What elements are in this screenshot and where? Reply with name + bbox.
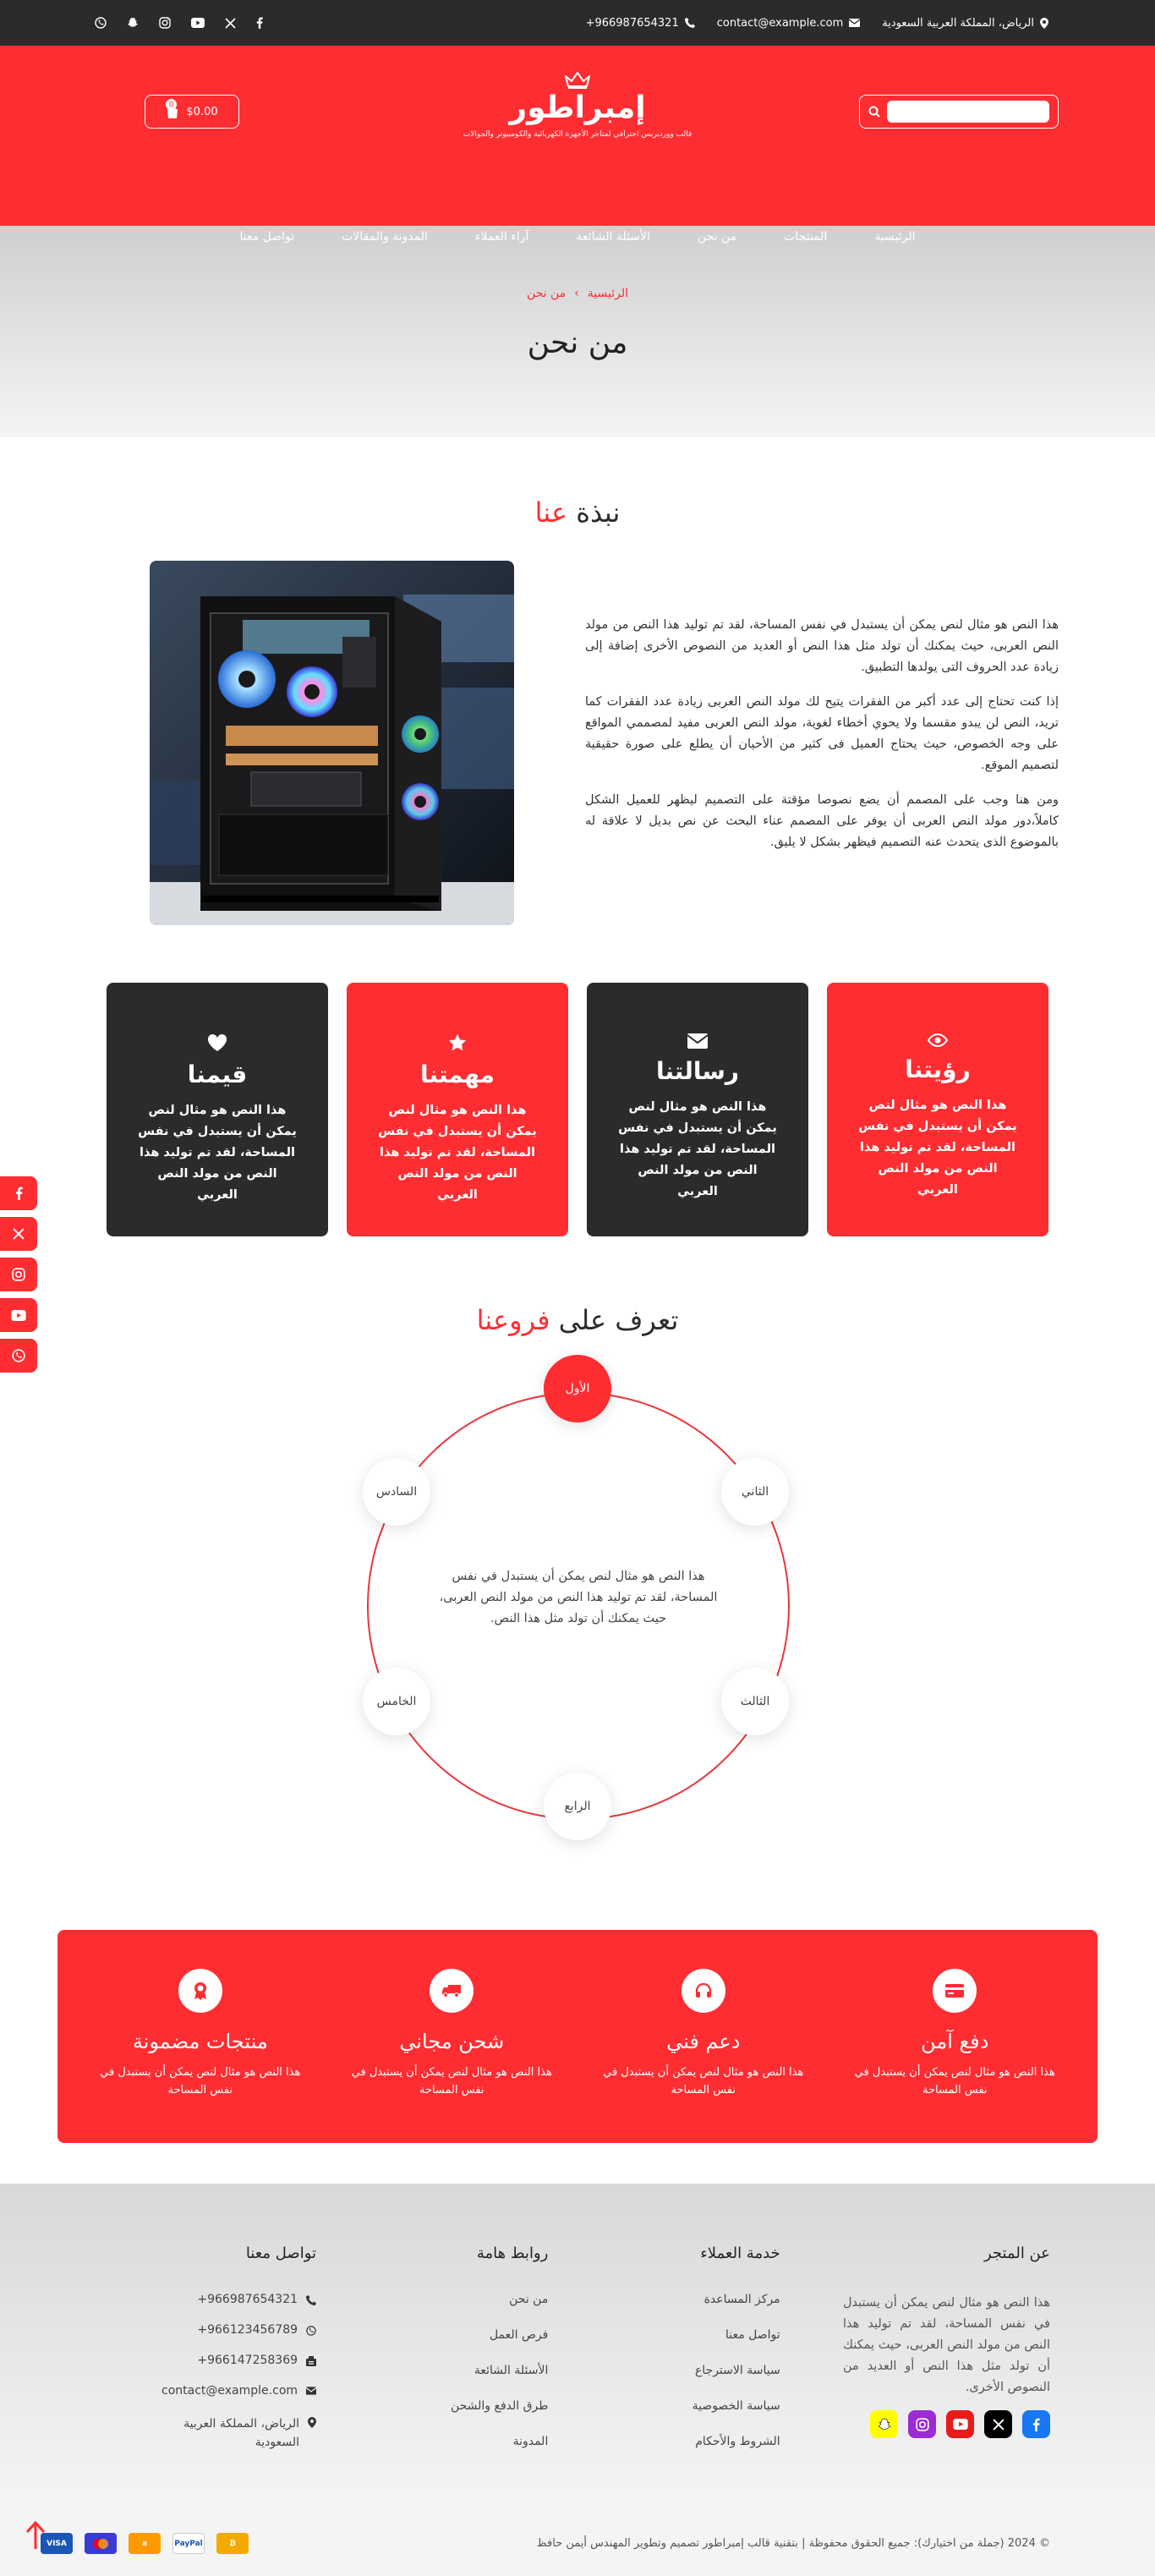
about-title-b: عنا bbox=[534, 496, 568, 529]
footer-link[interactable]: من نحن bbox=[509, 2293, 549, 2306]
footer-link[interactable]: مركز المساعدة bbox=[703, 2293, 780, 2306]
copyright: © 2024 (جملة من اختيارك): جميع الحقوق محفوظة | بتقنية قالب إمبراطور تصميم وتطوير المهندس أيمن حافظ bbox=[536, 2537, 1050, 2550]
facebook-icon[interactable] bbox=[256, 17, 263, 29]
instagram-icon[interactable] bbox=[908, 2410, 936, 2438]
footer-link[interactable]: فرص العمل bbox=[489, 2328, 549, 2342]
truck-icon bbox=[430, 1969, 473, 2013]
footer-columns bbox=[0, 2184, 1155, 2470]
footer-phone[interactable] bbox=[105, 2293, 316, 2306]
footer-link[interactable]: سياسة الاسترجاع bbox=[694, 2364, 780, 2377]
phone-icon bbox=[685, 18, 695, 28]
value-text: هذا النص هو مثال لنص يمكن أن يستبدل في نفس المساحة، لقد تم توليد هذا النص من مولد النص العربي bbox=[858, 1099, 1017, 1197]
footer-phone-text: +966987654321 bbox=[197, 2293, 298, 2306]
branch-node-6[interactable]: السادس bbox=[363, 1458, 430, 1526]
map-pin-icon bbox=[308, 2417, 316, 2428]
x-icon[interactable] bbox=[984, 2410, 1012, 2438]
footer-link[interactable]: الأسئلة الشائعة bbox=[473, 2364, 549, 2377]
branch-node-1[interactable]: الأول bbox=[544, 1355, 611, 1422]
features-bar bbox=[57, 1930, 1098, 2143]
value-text: هذا النص هو مثال لنص يمكن أن يستبدل في نفس المساحة، لقد تم توليد هذا النص من مولد النص العربي bbox=[618, 1100, 777, 1198]
footer-whatsapp[interactable] bbox=[105, 2323, 316, 2337]
top-location-text: الرياض، المملكة العربية السعودية bbox=[882, 16, 1034, 30]
nav-faq[interactable]: الأسئلة الشائعة bbox=[576, 230, 650, 244]
x-icon[interactable] bbox=[0, 1217, 37, 1251]
branch-node-5[interactable]: الخامس bbox=[363, 1668, 430, 1735]
top-email-text: contact@example.com bbox=[716, 16, 844, 30]
whatsapp-icon bbox=[306, 2326, 316, 2336]
value-title: قيمنا bbox=[187, 1061, 248, 1088]
top-bar bbox=[0, 0, 1155, 46]
nav-blog[interactable]: المدونة والمقالات bbox=[342, 230, 428, 244]
footer-email[interactable] bbox=[105, 2384, 316, 2398]
breadcrumb-home[interactable]: الرئيسية bbox=[587, 287, 629, 300]
value-title: رسالتنا bbox=[655, 1057, 740, 1085]
feature-title: منتجات مضمونة bbox=[132, 2030, 268, 2053]
whatsapp-icon[interactable] bbox=[0, 1339, 37, 1373]
footer-service bbox=[611, 2244, 780, 2470]
footer bbox=[0, 2184, 1155, 2576]
footer-link[interactable]: سياسة الخصوصية bbox=[692, 2399, 780, 2413]
about-section bbox=[0, 437, 1155, 925]
nav-products[interactable]: المنتجات bbox=[784, 230, 828, 244]
instagram-icon[interactable] bbox=[159, 17, 171, 29]
footer-address-text: الرياض، المملكة العربية السعودية bbox=[183, 2417, 300, 2449]
youtube-icon[interactable] bbox=[946, 2410, 974, 2438]
top-socials bbox=[95, 17, 263, 29]
feature-title: دفع آمن bbox=[921, 2030, 989, 2053]
footer-store-text: هذا النص هو مثال لنص يمكن أن يستبدل في نفس المساحة، لقد تم توليد هذا النص من مولد النص العربى، حيث يمكنك أن تولد مثل هذا النص أو العديد من النصوص الأخرى. bbox=[843, 2296, 1050, 2394]
branches-title-b: فروعنا bbox=[476, 1304, 550, 1336]
feature-text: هذا النص هو مثال لنص يمكن أن يستبدل في نفس المساحة bbox=[603, 2066, 804, 2096]
facebook-icon[interactable] bbox=[1022, 2410, 1050, 2438]
footer-contact-title: تواصل معنا bbox=[245, 2244, 317, 2262]
footer-address bbox=[105, 2414, 316, 2452]
floating-socials bbox=[0, 1176, 37, 1373]
footer-contact bbox=[105, 2244, 316, 2470]
value-title: رؤيتنا bbox=[905, 1055, 971, 1083]
footer-about bbox=[843, 2244, 1050, 2470]
envelope-icon bbox=[849, 19, 860, 27]
value-card-vision bbox=[827, 983, 1048, 1236]
branch-description: هذا النص هو مثال لنص يمكن أن يستبدل في نفس المساحة، لقد تم توليد هذا النص من مولد النص العربى، حيث يمكنك أن تولد مثل هذا النص. bbox=[439, 1570, 718, 1625]
footer-link[interactable]: طرق الدفع والشحن bbox=[450, 2399, 549, 2413]
footer-whatsapp-text: +966123456789 bbox=[197, 2323, 298, 2337]
facebook-icon[interactable] bbox=[0, 1176, 37, 1210]
feature-title: دعم فني bbox=[666, 2030, 741, 2053]
footer-socials bbox=[843, 2410, 1050, 2438]
feature-text: هذا النص هو مثال لنص يمكن أن يستبدل في نفس المساحة bbox=[100, 2066, 301, 2096]
about-paragraph: ومن هنا وجب على المصمم أن يضع نصوصا مؤقتة على التصميم ليظهر للعميل الشكل كاملاً،دور مولد النص العربى أن يوفر على المصمم عناء البحث عن نص بديل لا علاقة له بالموضوع الذى يتحدث عنه التصميم فيظهر بشكل لا يليق. bbox=[585, 793, 1059, 849]
footer-important-links bbox=[379, 2244, 548, 2470]
whatsapp-icon[interactable] bbox=[95, 17, 107, 29]
top-contacts bbox=[586, 17, 1048, 30]
value-text: هذا النص هو مثال لنص يمكن أن يستبدل في نفس المساحة، لقد تم توليد هذا النص من مولد النص العربي bbox=[138, 1104, 297, 1202]
about-title-a: نبذة bbox=[567, 496, 621, 529]
payment-methods bbox=[41, 2533, 249, 2554]
feature-text: هذا النص هو مثال لنص يمكن أن يستبدل في نفس المساحة bbox=[351, 2066, 552, 2096]
brand-name: إمبراطور bbox=[509, 90, 646, 125]
footer-bottom bbox=[0, 2533, 1155, 2554]
top-location bbox=[882, 17, 1048, 30]
eye-icon bbox=[827, 1033, 1048, 1047]
badge-icon bbox=[178, 1969, 222, 2013]
footer-link[interactable]: تواصل معنا bbox=[725, 2328, 780, 2342]
about-title bbox=[0, 496, 1155, 529]
breadcrumb bbox=[0, 287, 1155, 300]
value-text: هذا النص هو مثال لنص يمكن أن يستبدل في نفس المساحة، لقد تم توليد هذا النص من مولد النص العربي bbox=[378, 1104, 537, 1202]
values-cards bbox=[0, 983, 1155, 1236]
main-nav bbox=[0, 227, 1155, 247]
youtube-icon[interactable] bbox=[191, 18, 205, 28]
back-to-top-button[interactable] bbox=[25, 2520, 46, 2551]
branch-node-4[interactable]: الرابع bbox=[544, 1773, 611, 1840]
feature-support bbox=[589, 1969, 818, 2099]
footer-fax-text: +966147258369 bbox=[197, 2354, 298, 2367]
about-paragraph: إذا كنت تحتاج إلى عدد أكبر من الفقرات يتيح لك مولد النص العربى زيادة عدد الفقرات كما تريد، النص لن يبدو مقسما ولا يحوي أخطاء لغوية، مولد النص العربى مفيد لمصممي المواقع على وجه الخصوص، حيث يحتاج العميل فى كثير من الأحيان أن يطلع على صورة حقيقية لتصميم الموقع. bbox=[585, 695, 1059, 772]
nav-about[interactable]: من نحن bbox=[697, 230, 737, 244]
arrow-up-icon bbox=[25, 2520, 46, 2551]
envelope-icon bbox=[306, 2387, 316, 2395]
footer-link[interactable]: المدونة bbox=[512, 2435, 549, 2448]
envelope-icon bbox=[587, 1033, 808, 1049]
footer-link[interactable]: الشروط والأحكام bbox=[695, 2435, 780, 2448]
value-card-values bbox=[107, 983, 328, 1236]
amazon-pay-icon: a bbox=[129, 2533, 161, 2554]
brand-tagline: قالب ووردبريس احترافي لمتاجر الأجهزة الكهربائية والكومبيوتر والجوالات bbox=[463, 130, 692, 139]
header bbox=[0, 46, 1155, 244]
mastercard-icon bbox=[85, 2533, 117, 2554]
youtube-icon[interactable] bbox=[0, 1298, 37, 1332]
branches-title bbox=[0, 1304, 1155, 1336]
star-icon bbox=[347, 1033, 568, 1052]
headset-icon bbox=[682, 1969, 725, 2013]
phone-icon bbox=[306, 2295, 316, 2305]
footer-service-title: خدمة العملاء bbox=[700, 2244, 780, 2262]
about-row bbox=[150, 561, 1059, 925]
top-phone[interactable] bbox=[586, 17, 695, 30]
footer-store-title: عن المتجر bbox=[983, 2244, 1050, 2262]
feature-free-shipping bbox=[337, 1969, 566, 2099]
crown-icon bbox=[0, 71, 1155, 90]
about-text bbox=[585, 615, 1059, 925]
bitcoin-icon: ₿ bbox=[216, 2533, 249, 2554]
map-pin-icon bbox=[1040, 18, 1048, 29]
cart-total: $0.00 bbox=[186, 105, 218, 118]
cart-count-badge: 0 bbox=[166, 99, 177, 110]
breadcrumb-current: من نحن bbox=[526, 287, 567, 300]
nav-contact[interactable]: تواصل معنا bbox=[239, 230, 295, 244]
footer-email-text: contact@example.com bbox=[161, 2384, 298, 2398]
top-phone-text: +966987654321 bbox=[585, 16, 679, 30]
card-icon bbox=[933, 1969, 977, 2013]
snapchat-icon[interactable] bbox=[127, 17, 139, 29]
nav-testimonials[interactable]: آراء العملاء bbox=[474, 230, 529, 244]
instagram-icon[interactable] bbox=[0, 1258, 37, 1291]
feature-title: شحن مجاني bbox=[399, 2030, 505, 2053]
top-email[interactable] bbox=[717, 17, 861, 30]
visa-icon: VISA bbox=[41, 2533, 73, 2554]
x-icon[interactable] bbox=[225, 18, 236, 29]
footer-links-title: روابط هامة bbox=[476, 2244, 549, 2262]
feature-text: هذا النص هو مثال لنص يمكن أن يستبدل في نفس المساحة bbox=[854, 2066, 1055, 2096]
branch-node-3[interactable]: الثالث bbox=[721, 1668, 789, 1735]
snapchat-icon[interactable] bbox=[870, 2410, 898, 2438]
paypal-icon: PayPal bbox=[172, 2533, 205, 2554]
chevron-left-icon: › bbox=[574, 287, 579, 300]
fax-icon bbox=[306, 2356, 316, 2366]
feature-secure-payment bbox=[840, 1969, 1069, 2099]
value-card-mission bbox=[347, 983, 568, 1236]
branches-circle bbox=[0, 1355, 1155, 1896]
page-title: من نحن bbox=[527, 326, 628, 360]
pc-case-image bbox=[150, 561, 514, 925]
branches-title-a: تعرف على bbox=[550, 1304, 679, 1336]
feature-guaranteed bbox=[86, 1969, 315, 2099]
branches-section bbox=[0, 1304, 1155, 1896]
value-title: مهمتنا bbox=[420, 1061, 495, 1088]
nav-home[interactable]: الرئيسية bbox=[874, 230, 916, 244]
value-card-message bbox=[587, 983, 808, 1236]
cart-button[interactable] bbox=[145, 95, 239, 129]
about-paragraph: هذا النص هو مثال لنص يمكن أن يستبدل في نفس المساحة، لقد تم توليد هذا النص من مولد النص العربى، حيث يمكنك أن تولد مثل هذا النص أو العديد من النصوص الأخرى إضافة إلى زيادة عدد الحروف التى يولدها التطبيق. bbox=[585, 618, 1059, 674]
page-hero bbox=[0, 226, 1155, 437]
heart-icon bbox=[107, 1033, 328, 1052]
branch-node-2[interactable]: الثاني bbox=[721, 1458, 789, 1526]
footer-fax bbox=[105, 2354, 316, 2367]
